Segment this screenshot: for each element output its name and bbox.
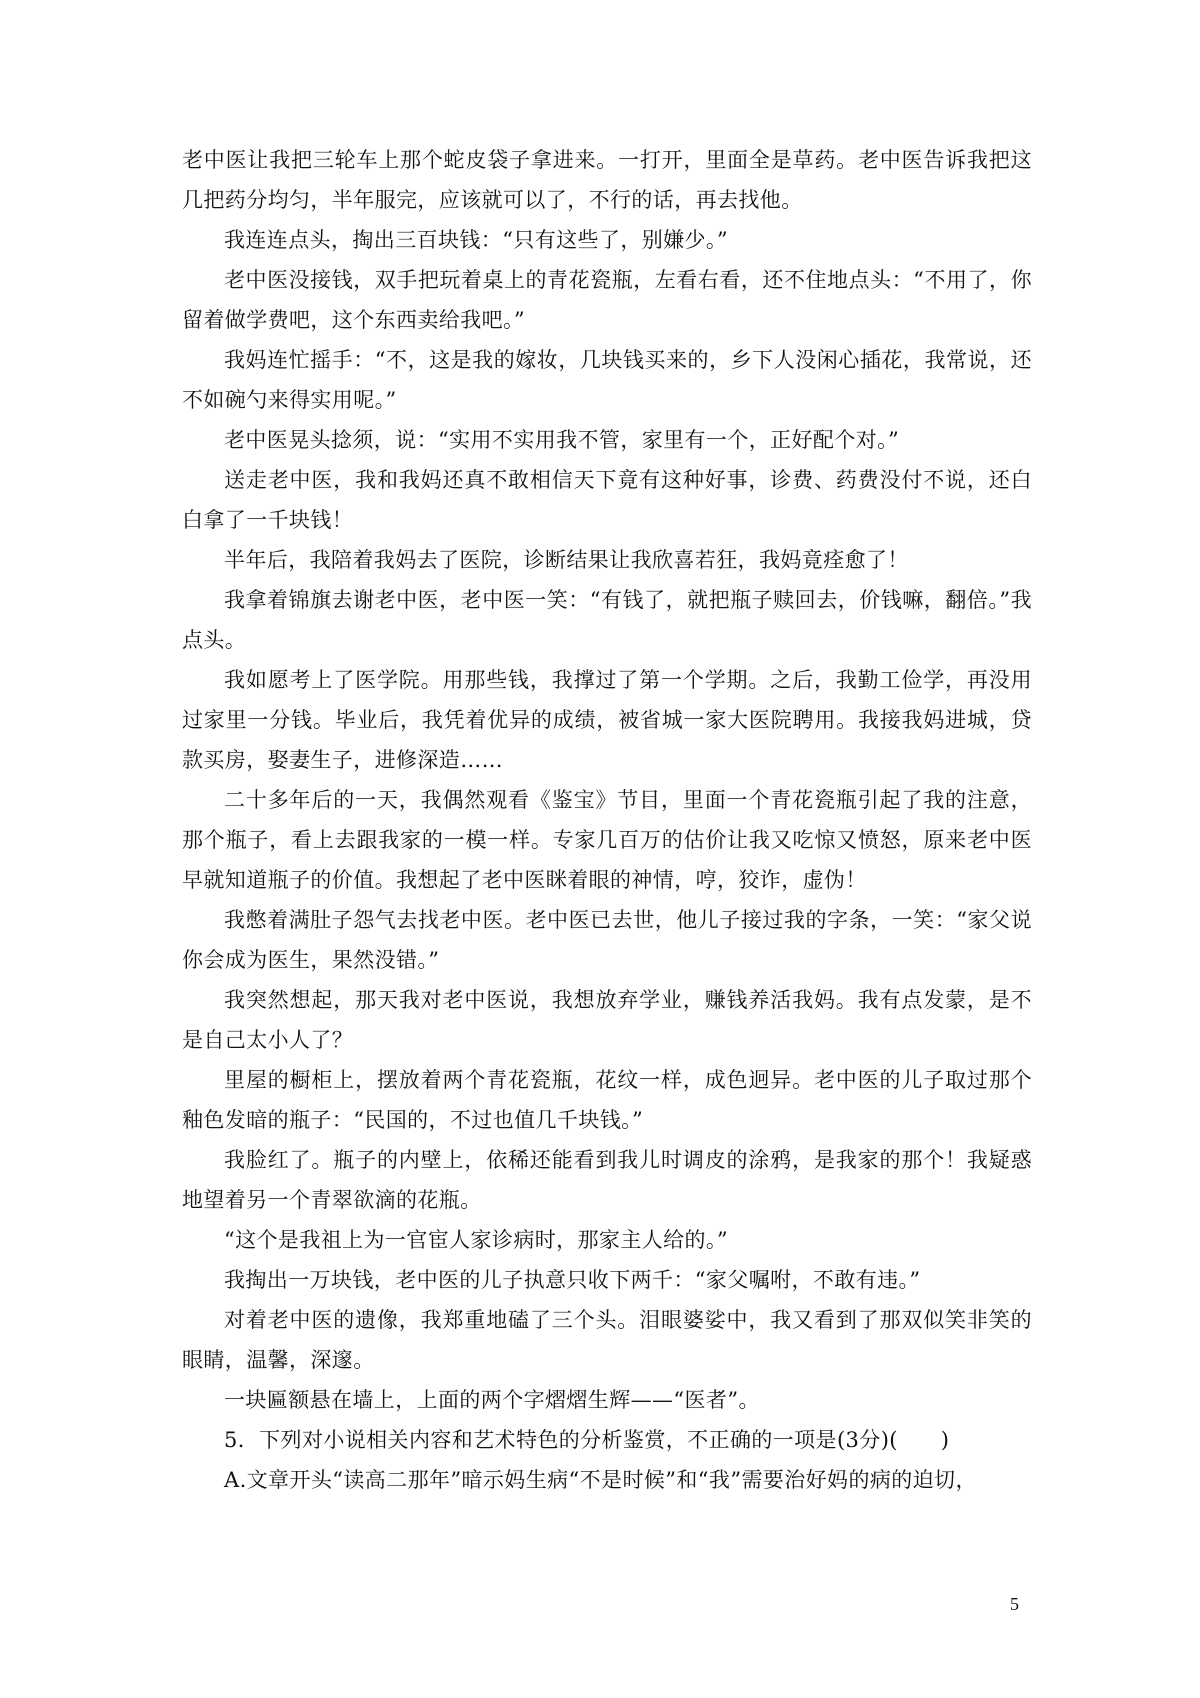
paragraph: 我连连点头，掏出三百块钱：“只有这些了，别嫌少。” <box>224 228 728 252</box>
paragraph: 老中医让我把三轮车上那个蛇皮袋子拿进来。一打开，里面全是草药。老中医告诉我把这几把药分均匀，半年服完，应该就可以了，不行的话，再去找他。 <box>182 148 1032 212</box>
paragraph: 一块匾额悬在墙上，上面的两个字熠熠生辉——“医者”。 <box>224 1388 760 1412</box>
paragraph: “这个是我祖上为一官宦人家诊病时，那家主人给的。” <box>224 1228 728 1252</box>
paragraph: 我如愿考上了医学院。用那些钱，我撑过了第一个学期。之后，我勤工俭学，再没用过家里一分钱。毕业后，我凭着优异的成绩，被省城一家大医院聘用。我接我妈进城，贷款买房，娶妻生子，进修深造…… <box>182 668 1032 772</box>
paragraph: 半年后，我陪着我妈去了医院，诊断结果让我欣喜若狂，我妈竟痊愈了！ <box>224 548 909 572</box>
paragraph: 老中医没接钱，双手把玩着桌上的青花瓷瓶，左看右看，还不住地点头：“不用了，你留着做学费吧，这个东西卖给我吧。” <box>182 268 1032 332</box>
paragraph: 我掏出一万块钱，老中医的儿子执意只收下两千：“家父嘱咐，不敢有违。” <box>224 1268 921 1292</box>
page-number: 5 <box>1010 1594 1019 1614</box>
question-stem: 5．下列对小说相关内容和艺术特色的分析鉴赏，不正确的一项是(3分)( ) <box>224 1428 950 1452</box>
paragraph: 二十多年后的一天，我偶然观看《鉴宝》节目，里面一个青花瓷瓶引起了我的注意，那个瓶子，看上去跟我家的一模一样。专家几百万的估价让我又吃惊又愤怒，原来老中医早就知道瓶子的价值。我想起了老中医眯着眼的神情，哼，狡诈，虚伪！ <box>182 788 1032 892</box>
paragraph: 我憋着满肚子怨气去找老中医。老中医已去世，他儿子接过我的字条，一笑：“家父说你会成为医生，果然没错。” <box>182 908 1032 972</box>
answer-option-a: A.文章开头“读高二那年”暗示妈生病“不是时候”和“我”需要治好妈的病的迫切， <box>224 1468 977 1492</box>
paragraph: 我脸红了。瓶子的内壁上，依稀还能看到我儿时调皮的涂鸦，是我家的那个！我疑惑地望着另一个青翠欲滴的花瓶。 <box>182 1148 1032 1212</box>
paragraph: 对着老中医的遗像，我郑重地磕了三个头。泪眼婆娑中，我又看到了那双似笑非笑的眼睛，温馨，深邃。 <box>182 1308 1032 1372</box>
paragraph: 送走老中医，我和我妈还真不敢相信天下竟有这种好事，诊费、药费没付不说，还白白拿了一千块钱！ <box>182 468 1032 532</box>
paragraph: 我突然想起，那天我对老中医说，我想放弃学业，赚钱养活我妈。我有点发蒙，是不是自己太小人了？ <box>182 988 1032 1052</box>
paragraph: 里屋的橱柜上，摆放着两个青花瓷瓶，花纹一样，成色迥异。老中医的儿子取过那个釉色发暗的瓶子：“民国的，不过也值几千块钱。” <box>182 1068 1032 1132</box>
story-text <box>182 140 1032 1500</box>
paragraph: 我妈连忙摇手：“不，这是我的嫁妆，几块钱买来的，乡下人没闲心插花，我常说，还不如碗勺来得实用呢。” <box>182 348 1032 412</box>
paragraph: 老中医晃头捻须，说：“实用不实用我不管，家里有一个，正好配个对。” <box>224 428 900 452</box>
paragraph: 我拿着锦旗去谢老中医，老中医一笑：“有钱了，就把瓶子赎回去，价钱嘛，翻倍。”我点头。 <box>182 588 1032 652</box>
